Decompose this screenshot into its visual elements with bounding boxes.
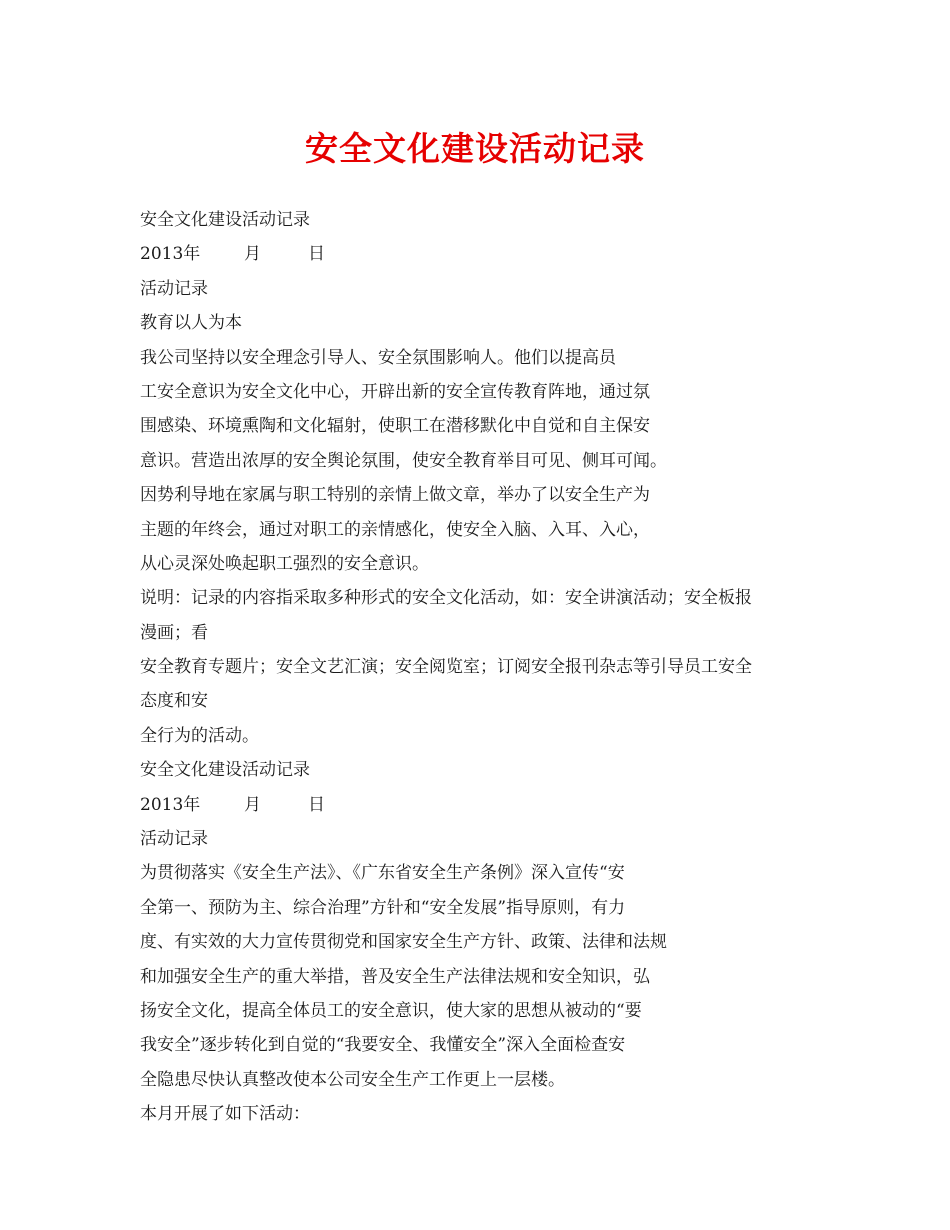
section1-note-line: 态度和安 (140, 691, 208, 712)
section2-line: 我安全”逐步转化到自觉的“我要安全、我懂安全”深入全面检查安 (140, 1035, 626, 1056)
section2-line: 本月开展了如下活动： (140, 1104, 310, 1125)
document-body (140, 203, 830, 1132)
section1-line: 围感染、环境熏陶和文化辐射，使职工在潜移默化中自觉和自主保安 (140, 416, 650, 437)
section1-date-month: 月 (244, 244, 261, 265)
section2-line: 全隐患尽快认真整改使本公司安全生产工作更上一层楼。 (140, 1069, 565, 1090)
section1-note-line: 漫画；看 (140, 622, 208, 643)
section1-date-day: 日 (308, 244, 325, 265)
section1-date (140, 237, 830, 271)
section2-line: 和加强安全生产的重大举措，普及安全生产法律法规和安全知识，弘 (140, 966, 650, 987)
section2-date-day: 日 (308, 794, 325, 815)
section1-heading: 安全文化建设活动记录 (140, 210, 310, 230)
section1-note-line: 安全教育专题片；安全文艺汇演；安全阅览室；订阅安全报刊杂志等引导员工安全 (140, 657, 752, 678)
section1-line: 工安全意识为安全文化中心，开辟出新的安全宣传教育阵地，通过氛 (140, 381, 650, 402)
section2-heading: 安全文化建设活动记录 (140, 760, 310, 781)
section2-line: 全第一、预防为主、综合治理”方针和“安全发展”指导原则，有力 (140, 897, 626, 918)
section1-line: 我公司坚持以安全理念引导人、安全氛围影响人。他们以提高员 (140, 347, 616, 368)
section1-line: 教育以人为本 (140, 313, 242, 334)
section1-label: 活动记录 (140, 278, 208, 299)
section2-line: 度、有实效的大力宣传贯彻党和国家安全生产方针、政策、法律和法规 (140, 932, 667, 953)
section1-line: 从心灵深处唤起职工强烈的安全意识。 (140, 553, 429, 574)
section2-line: 扬安全文化，提高全体员工的安全意识，使大家的思想从被动的“要 (140, 1000, 642, 1021)
section1-note-line: 全行为的活动。 (140, 725, 259, 746)
section1-line: 意识。营造出浓厚的安全舆论氛围，使安全教育举目可见、侧耳可闻。 (140, 450, 667, 471)
section2-date-month: 月 (244, 794, 261, 815)
section2-label: 活动记录 (140, 829, 208, 850)
section2-line: 为贯彻落实《安全生产法》、《广东省安全生产条例》深入宣传“安 (140, 863, 625, 884)
section1-line: 因势利导地在家属与职工特别的亲情上做文章，举办了以安全生产为 (140, 485, 650, 506)
section1-date-year: 2013年 (140, 244, 201, 265)
document-title: 安全文化建设活动记录 (305, 129, 645, 168)
section2-date (140, 788, 830, 822)
section2-date-year: 2013年 (140, 794, 201, 815)
section1-line: 主题的年终会，通过对职工的亲情感化，使安全入脑、入耳、入心， (140, 519, 650, 540)
section1-note-line: 说明：记录的内容指采取多种形式的安全文化活动，如：安全讲演活动；安全板报 (140, 588, 752, 609)
